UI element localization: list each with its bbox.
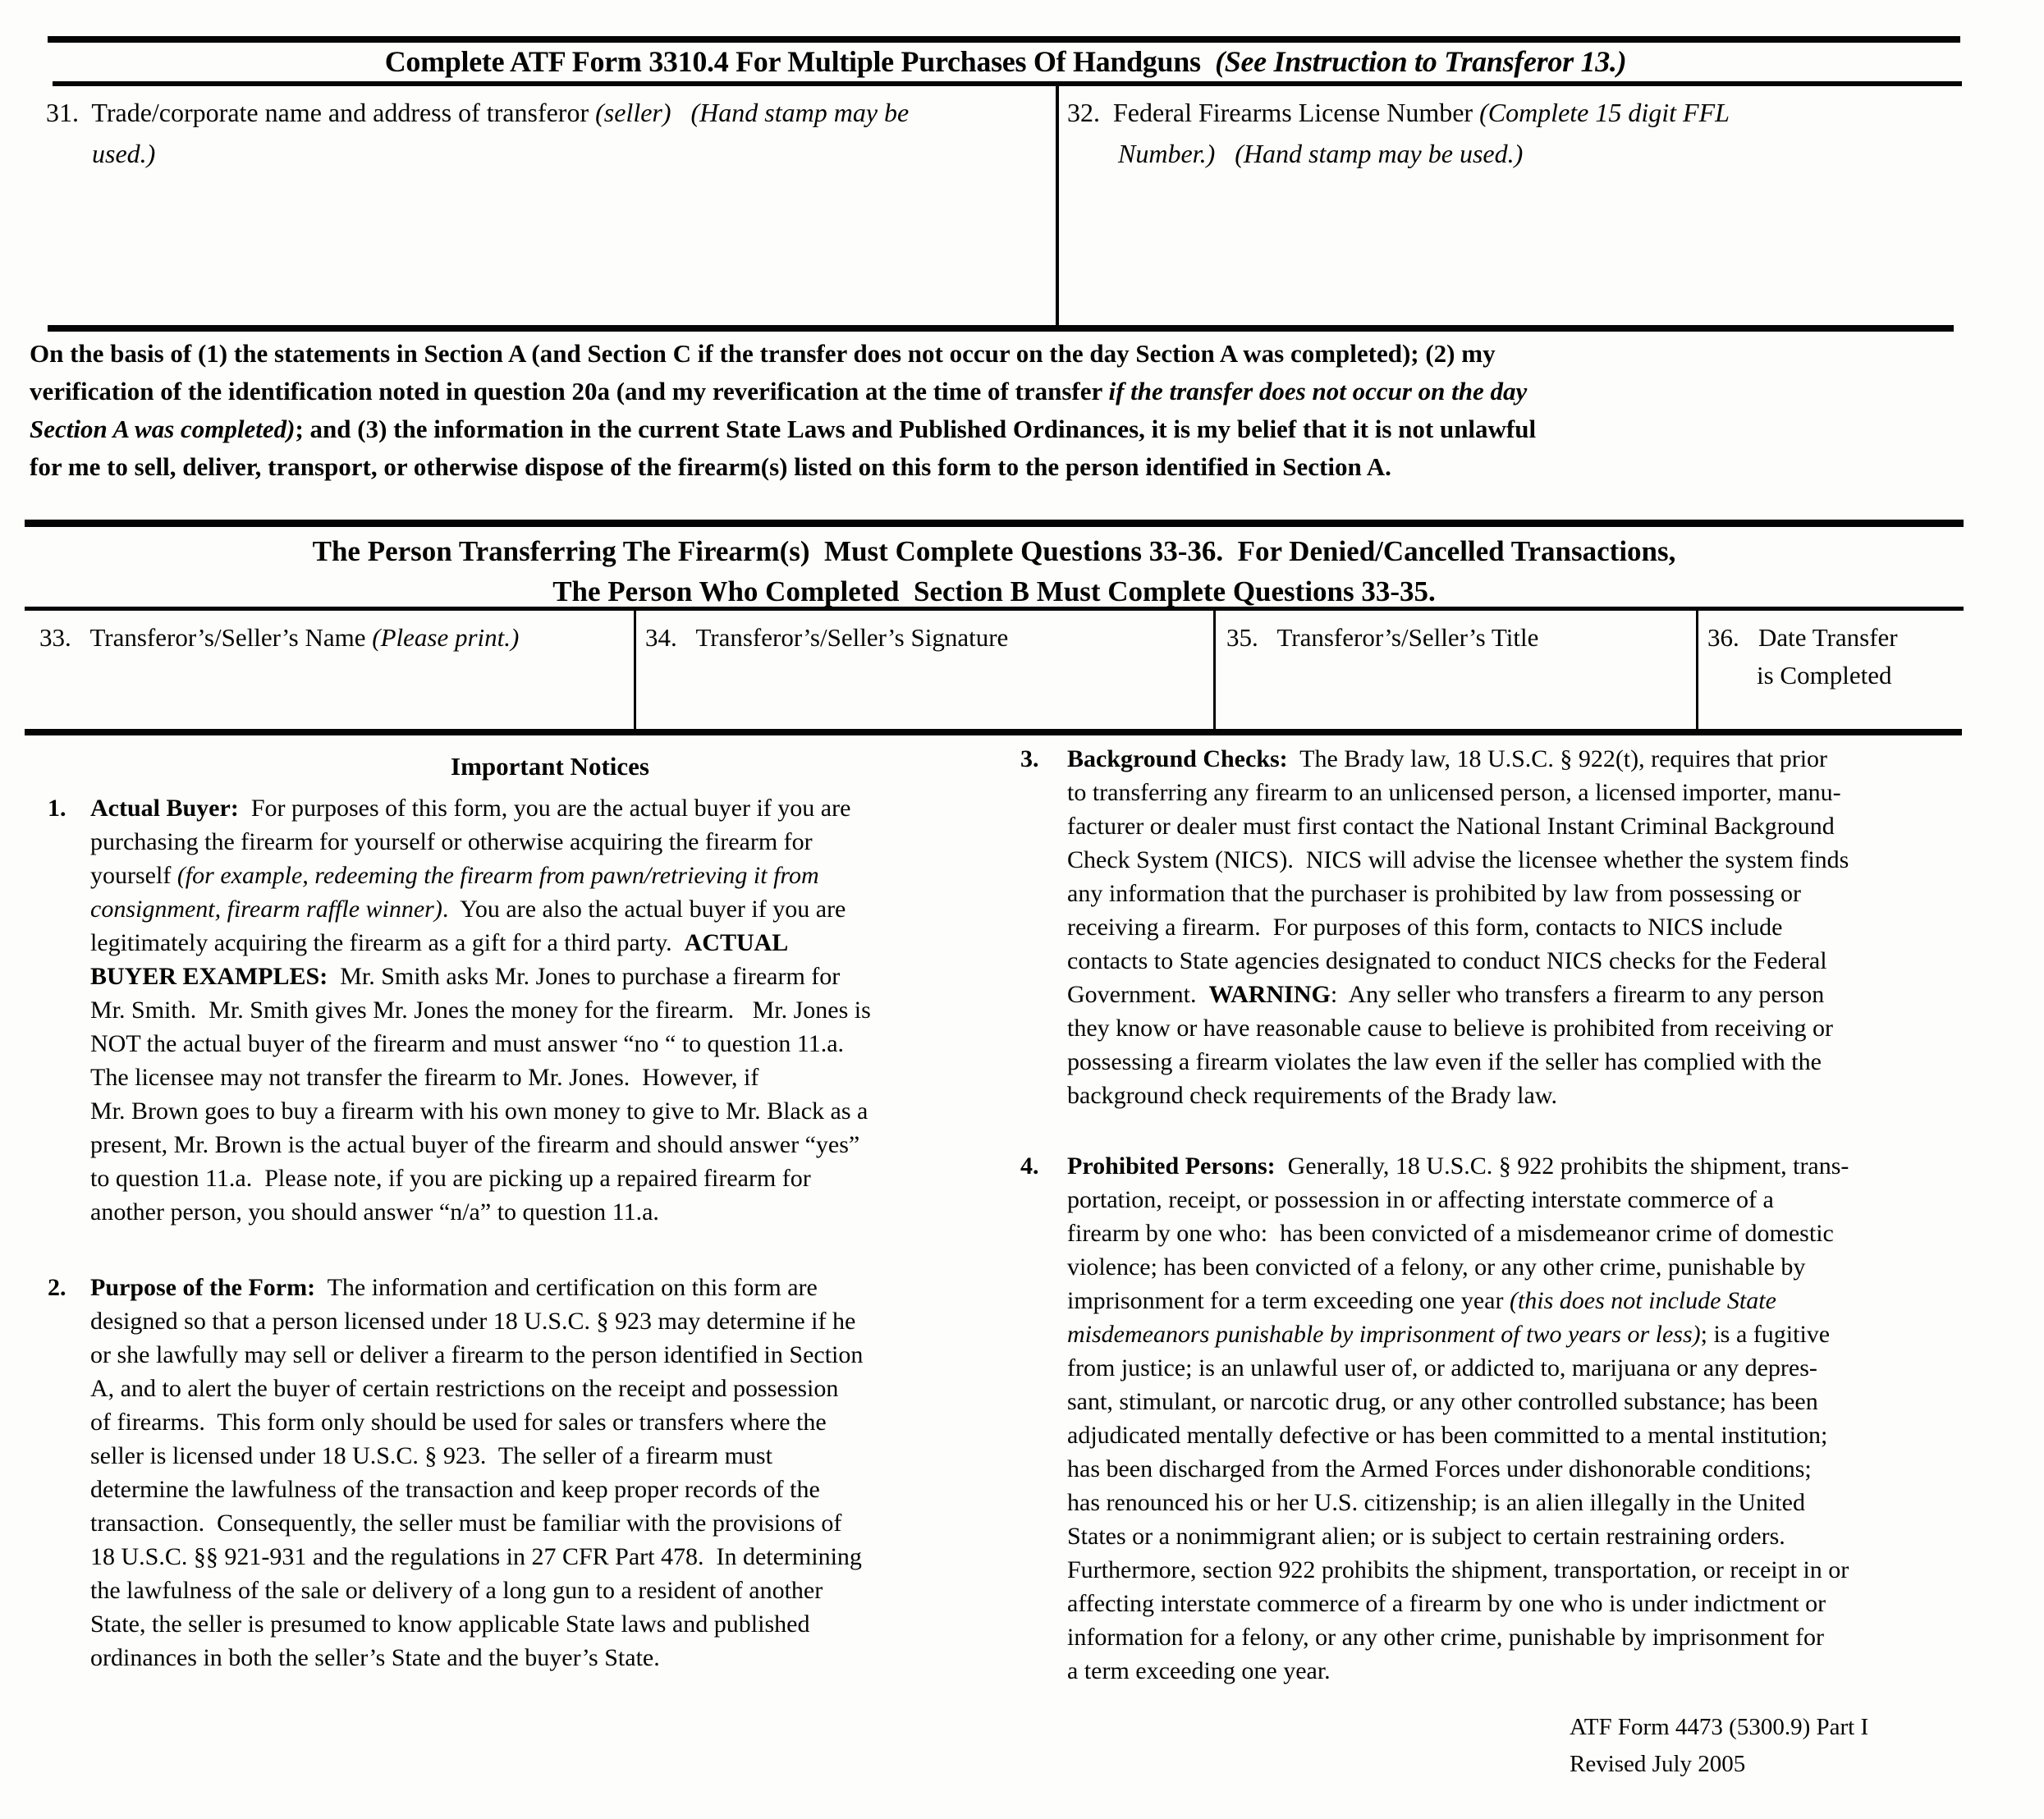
notice-3-body: Background Checks: The Brady law, 18 U.S.C. § 922(t), requires that prior to transferring any firearm to an unlicensed person, a licensed importer, manu- facturer or dealer must first contact the National Instant Criminal Background Check System (NICS). NICS will advise the licensee whether the system finds any information that the purchaser is prohibited by law from possessing or receiving a firearm. For purposes of this form, contacts to NICS include contacts to State agencies designated to conduct NICS checks for the Federal Government. WARNING: Any seller who transfers a firearm to any person they know or have reasonable cause to believe is prohibited from receiving or possessing a firearm violates the law even if the seller has complied with the background check requirements of the Brady law. (1067, 745, 1849, 1109)
field-35-seller-title[interactable]: 35. Transferor’s/Seller’s Title (1226, 623, 1539, 652)
top-rule (48, 36, 1960, 43)
field-34-seller-signature[interactable]: 34. Transferor’s/Seller’s Signature (645, 623, 1009, 652)
boxes-31-32-bottom-rule (48, 325, 1954, 332)
banner2-top-rule (25, 520, 1964, 527)
field-36-date-transfer-completed[interactable]: 36. Date Transfer is Completed (1707, 623, 1898, 690)
important-notices-title: Important Notices (451, 752, 649, 781)
notice-item-4-prohibited-persons (1020, 1149, 2034, 1688)
banner1-bottom-rule (53, 81, 1962, 86)
divider-35-36 (1696, 611, 1698, 731)
notice-item-1-actual-buyer (48, 791, 1016, 1229)
notice-2-body: Purpose of the Form: The information and certification on this form are designed so that a person licensed under 18 U.S.C. § 923 may determine if he or she lawfully may sell or deliver a firearm to the person identified in Section A, and to alert the buyer of certain restrictions on the receipt and possession of firearms. This form only should be used for sales or transfers where the seller is licensed under 18 U.S.C. § 923. The seller of a firearm must determine the lawfulness of the transaction and keep proper records of the transaction. Consequently, the seller must be familiar with the provisions of 18 U.S.C. §§ 921-931 and the regulations in 27 CFR Part 478. In determining the lawfulness of the sale or delivery of a long gun to a resident of another State, the seller is presumed to know applicable State laws and published ordinances in both the seller’s State and the buyer’s State. (90, 1274, 864, 1671)
notice-1-number: 1. (48, 795, 66, 822)
seller-certification-paragraph: On the basis of (1) the statements in Section A (and Section C if the transfer does not occur on the day Section A was completed); (2) my verification of the identification noted in question 20a (and my reverification at the time of transfer if the transfer does not occur on the day Section A was completed); and (3) the information in the current State Laws and Published Ordinances, it is my belief that it is not unlawful for me to sell, deliver, transport, or otherwise dispose of the firearm(s) listed on this form to the person identified in Section A. (30, 339, 1537, 481)
notice-3-number: 3. (1020, 745, 1039, 772)
notice-2-number: 2. (48, 1274, 66, 1301)
notice-item-2-purpose-of-form (48, 1271, 1016, 1675)
field-31-transferor-name-address[interactable]: 31. Trade/corporate name and address of transferor (seller) (Hand stamp may be used.) (46, 98, 910, 168)
notice-1-body: Actual Buyer: For purposes of this form, you are the actual buyer if you are purchasing the firearm for yourself or otherwise acquiring the firearm for yourself (for example, redeeming the firearm from pawn/retrieving it from consignment, firearm raffle winner). You are also the actual buyer if you are legitimately acquiring the firearm as a gift for a third party. ACTUAL BUYER EXAMPLES: Mr. Smith asks Mr. Jones to purchase a firearm for Mr. Smith. Mr. Smith gives Mr. Jones the money for the firearm. Mr. Jones is NOT the actual buyer of the firearm and must answer “no “ to question 11.a. The licensee may not transfer the firearm to Mr. Jones. However, if Mr. Brown goes to buy a firearm with his own money to give to Mr. Black as a present, Mr. Brown is the actual buyer of the firearm and should answer “yes” to question 11.a. Please note, if you are picking up a repaired firearm for another person, you should answer “n/a” to question 11.a. (90, 795, 871, 1226)
form-number-footer: ATF Form 4473 (5300.9) Part I Revised July 2005 (1570, 1714, 1869, 1777)
notice-4-body: Prohibited Persons: Generally, 18 U.S.C. § 922 prohibits the shipment, trans- portation, receipt, or possession in or affecting interstate commerce of a firearm by one who: has been convicted of a misdemeanor crime of domestic violence; has been convicted of a felony, or any other crime, punishable by imprisonment for a term exceeding one year (this does not include State misdemeanors punishable by imprisonment of two years or less); is a fugitive from justice; is an unlawful user of, or addicted to, marijuana or any depres- sant, stimulant, or narcotic drug, or any other controlled substance; has been adjudicated mentally defective or has been committed to a mental institution; has been discharged from the Armed Forces under dishonorable conditions; has renounced his or her U.S. citizenship; is an alien illegally in the United States or a nonimmigrant alien; or is subject to certain restraining orders. Furthermore, section 922 prohibits the shipment, transportation, or receipt in or affecting interstate commerce of a firearm by one who is under indictment or information for a felony, or any other crime, punishable by imprisonment for a term exceeding one year. (1067, 1152, 1849, 1684)
notice-item-3-background-checks (1020, 742, 2034, 1112)
multiple-purchases-banner: Complete ATF Form 3310.4 For Multiple Purchases Of Handguns (See Instruction to Transferor 13.) (384, 45, 1627, 78)
person-transferring-banner: The Person Transferring The Firearm(s) Must Complete Questions 33-36. For Denied/Cancelled Transactions, The Person Who Completed Section B Must Complete Questions 33-35. (312, 535, 1676, 607)
field-32-ffl-number[interactable]: 32. Federal Firearms License Number (Complete 15 digit FFL Number.) (Hand stamp may be used.) (1067, 98, 1730, 168)
row-33-36-bottom-rule (25, 729, 1962, 735)
divider-34-35 (1213, 611, 1216, 731)
field-33-seller-name[interactable]: 33. Transferor’s/Seller’s Name (Please print.) (39, 623, 520, 652)
divider-33-34 (634, 611, 636, 731)
notice-4-number: 4. (1020, 1152, 1039, 1180)
